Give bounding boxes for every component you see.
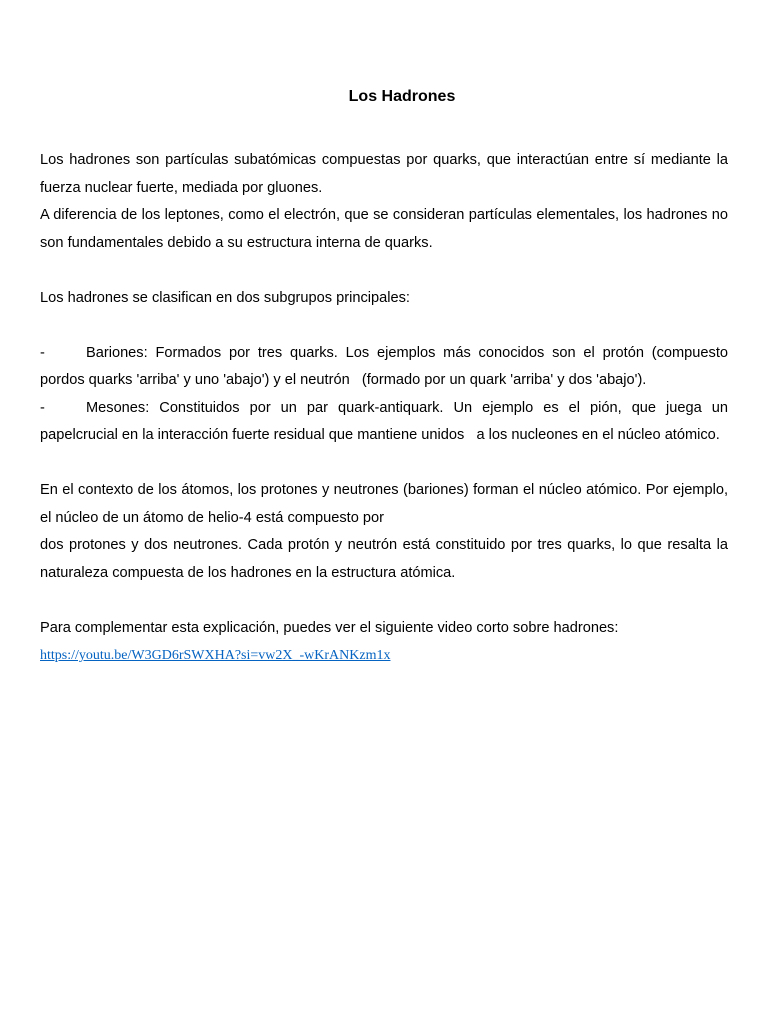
- video-link[interactable]: https://youtu.be/W3GD6rSWXHA?si=vw2X_-wKrANKzm1x: [40, 648, 391, 663]
- bullet-marker: -: [40, 399, 45, 416]
- intro-paragraph: [40, 147, 728, 257]
- link-line: [40, 642, 728, 670]
- bullet-marker: -: [40, 344, 45, 361]
- video-paragraph: Para complementar esta explicación, puedes ver el siguiente video corto sobre hadrones:: [40, 619, 619, 636]
- document-body: [40, 147, 733, 670]
- atoms-text-2: dos protones y dos neutrones. Cada protón y neutrón está constituido por tres quarks, lo que resalta la naturaleza compuesta de los hadrones en la estructura atómica.: [40, 537, 728, 581]
- mesones-text: Mesones: Constituidos por un par quark-antiquark. Un ejemplo es el pión, que juega un papelcrucial en la interacción fuerte residual que mantiene unidos a los nucleones en el núcleo atómico.: [40, 399, 733, 443]
- atoms-paragraph: [40, 477, 728, 587]
- list-item-mesones: [40, 395, 733, 450]
- bariones-text: Bariones: Formados por tres quarks. Los ejemplos más conocidos son el protón (compuesto pordos quarks 'arriba' y uno 'abajo') y el neutrón (formado por un quark 'arriba' y dos 'abajo').: [40, 344, 733, 388]
- classification-paragraph: Los hadrones se clasifican en dos subgrupos principales:: [40, 289, 410, 306]
- intro-text-1: Los hadrones son partículas subatómicas compuestas por quarks, que interactúan entre sí mediante la fuerza nuclear fuerte, mediada por gluones.: [40, 152, 728, 196]
- intro-text-2: A diferencia de los leptones, como el electrón, que se consideran partículas elementales, los hadrones no son fundamentales debido a su estructura interna de quarks.: [40, 207, 728, 251]
- list-item-bariones: [40, 340, 733, 395]
- atoms-text-1: En el contexto de los átomos, los protones y neutrones (bariones) forman el núcleo atómico. Por ejemplo, el núcleo de un átomo de helio-4 está compuesto por: [40, 482, 728, 526]
- document-title: Los Hadrones: [348, 88, 456, 105]
